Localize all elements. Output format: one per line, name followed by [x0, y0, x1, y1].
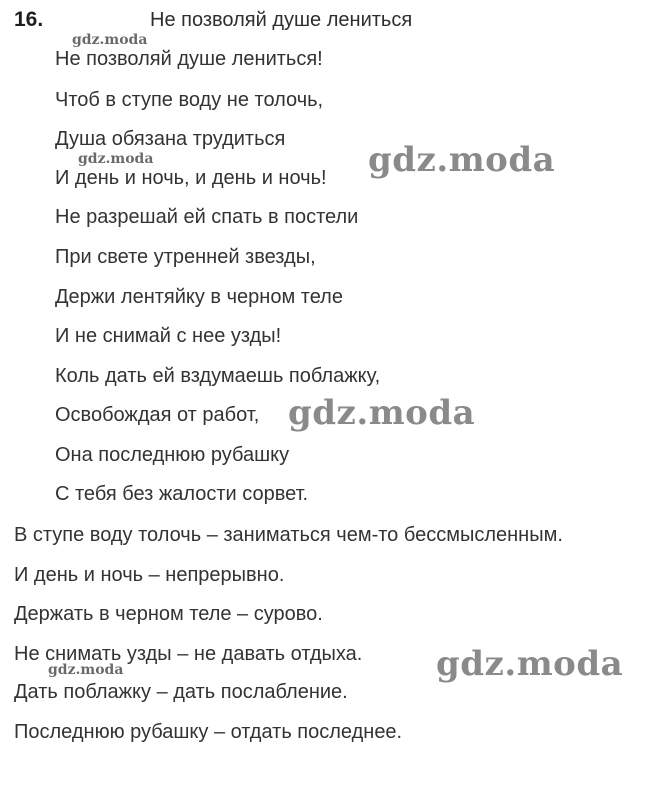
poem-line: Чтоб в ступе воду не толочь,	[55, 89, 324, 111]
watermark-logo: gdz.moda	[48, 662, 124, 678]
poem-line: С тебя без жалости сорвет.	[55, 483, 309, 505]
poem-line: Не позволяй душе лениться!	[55, 48, 323, 70]
poem-line: Не разрешай ей спать в постели	[55, 206, 359, 228]
poem-line: При свете утренней звезды,	[55, 246, 316, 268]
watermark-logo: gdz.moda	[288, 393, 476, 433]
poem-line: И день и ночь, и день и ночь!	[55, 167, 327, 189]
poem-line: Освобождая от работ,	[55, 404, 260, 426]
watermark-logo: gdz.moda	[72, 32, 148, 48]
explanation-line: И день и ночь – непрерывно.	[14, 564, 285, 586]
watermark-logo: gdz.moda	[436, 644, 624, 684]
poem-line: Коль дать ей вздумаешь поблажку,	[55, 365, 381, 387]
explanation-line: Дать поблажку – дать послабление.	[14, 681, 348, 703]
explanation-line: Держать в черном теле – сурово.	[14, 603, 323, 625]
poem-line: Душа обязана трудиться	[55, 128, 286, 150]
watermark-logo: gdz.moda	[78, 151, 154, 167]
poem-line: Держи лентяйку в черном теле	[55, 286, 343, 308]
explanation-line: Последнюю рубашку – отдать последнее.	[14, 721, 403, 743]
explanation-line: Не снимать узды – не давать отдыха.	[14, 643, 363, 665]
poem-line: Она последнюю рубашку	[55, 444, 290, 466]
watermark-logo: gdz.moda	[368, 140, 556, 180]
task-title: Не позволяй душе лениться	[150, 9, 413, 31]
explanation-line: В ступе воду толочь – заниматься чем-то бессмысленным.	[14, 524, 563, 546]
poem-line: И не снимай с нее узды!	[55, 325, 282, 347]
task-number: 16.	[14, 8, 44, 31]
